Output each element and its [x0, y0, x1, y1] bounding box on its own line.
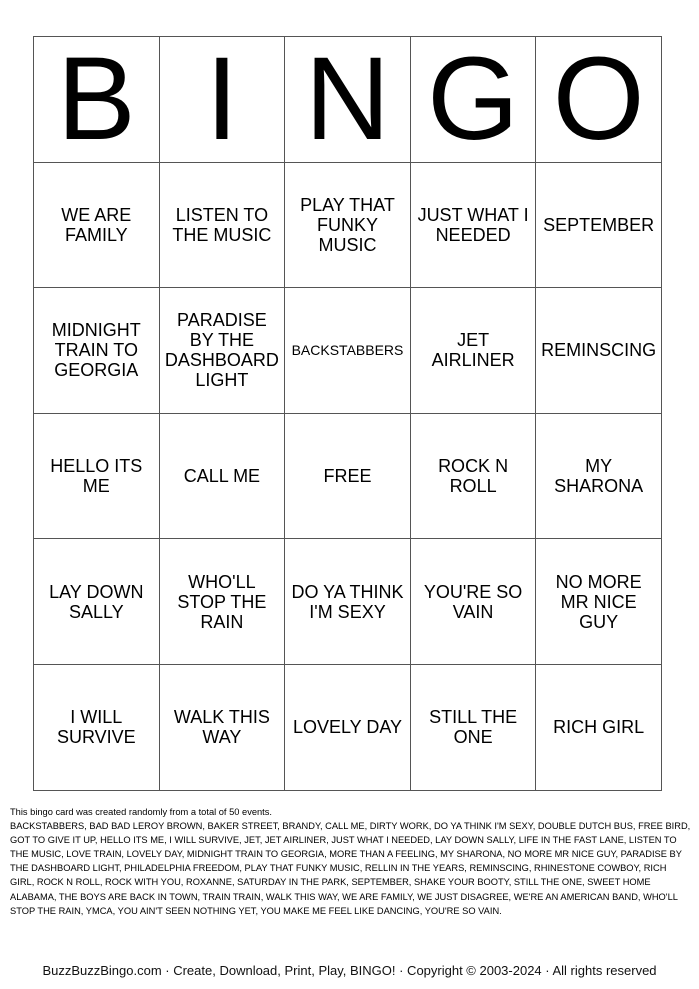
card-cell: NO MORE MR NICE GUY	[536, 539, 662, 665]
card-cell: PARADISE BY THE DASHBOARD LIGHT	[159, 288, 285, 414]
card-cell: LISTEN TO THE MUSIC	[159, 162, 285, 288]
card-cell: SEPTEMBER	[536, 162, 662, 288]
header-letter: O	[536, 37, 662, 163]
card-cell: ROCK N ROLL	[410, 413, 536, 539]
card-cell: RICH GIRL	[536, 664, 662, 790]
card-row	[34, 288, 662, 414]
card-row	[34, 539, 662, 665]
card-cell: DO YA THINK I'M SEXY	[285, 539, 411, 665]
header-row	[34, 37, 662, 163]
card-cell: LAY DOWN SALLY	[34, 539, 160, 665]
bingo-card	[33, 33, 662, 791]
event-description	[10, 805, 692, 918]
card-cell: PLAY THAT FUNKY MUSIC	[285, 162, 411, 288]
card-cell: CALL ME	[159, 413, 285, 539]
header-letter: N	[285, 37, 411, 163]
card-row	[34, 664, 662, 790]
header-letter: B	[34, 37, 160, 163]
card-row	[34, 413, 662, 539]
card-cell: JET AIRLINER	[410, 288, 536, 414]
footer-copyright: BuzzBuzzBingo.com · Create, Download, Print, Play, BINGO! · Copyright © 2003-2024 · All rights reserved	[42, 963, 657, 978]
card-row	[34, 162, 662, 288]
card-cell: WALK THIS WAY	[159, 664, 285, 790]
header-letter: G	[410, 37, 536, 163]
card-cell: MIDNIGHT TRAIN TO GEORGIA	[34, 288, 160, 414]
card-cell: JUST WHAT I NEEDED	[410, 162, 536, 288]
card-cell: MY SHARONA	[536, 413, 662, 539]
card-cell: BACKSTABBERS	[285, 288, 411, 414]
description-intro: This bingo card was created randomly from a total of 50 events.	[10, 807, 272, 817]
free-cell: FREE	[285, 413, 411, 539]
event-list: BACKSTABBERS, BAD BAD LEROY BROWN, BAKER STREET, BRANDY, CALL ME, DIRTY WORK, DO YA THINK I'M SEXY, DOUBLE DUTCH BUS, FREE BIRD, GOT TO GIVE IT UP, HELLO ITS ME, I WILL SURVIVE, JET, JET AIRLINER, JUST WHAT I NEEDED, LAY DOWN SALLY, LIFE IN THE FAST LANE, LISTEN TO THE MUSIC, LOVE TRAIN, LOVELY DAY, MIDNIGHT TRAIN TO GEORGIA, MORE THAN A FEELING, MY SHARONA, NO MORE MR NICE GUY, PARADISE BY THE DASHBOARD LIGHT, PHILADELPHIA FREEDOM, PLAY THAT FUNKY MUSIC, RELLIN IN THE YEARS, REMINSCING, RHINESTONE COWBOY, RICH GIRL, ROCK N ROLL, ROCK WITH YOU, ROXANNE, SATURDAY IN THE PARK, SEPTEMBER, SHAKE YOUR BOOTY, STILL THE ONE, SWEET HOME ALABAMA, THE BOYS ARE BACK IN TOWN, TRAIN TRAIN, WALK THIS WAY, WE ARE FAMILY, WE JUST DISAGREE, WE'RE AN AMERICAN BAND, WHO'LL STOP THE RAIN, YMCA, YOU AIN'T SEEN NOTHING YET, YOU MAKE ME FEEL LIKE DANCING, YOU'RE SO VAIN.	[10, 821, 691, 916]
card-cell: I WILL SURVIVE	[34, 664, 160, 790]
header-letter: I	[159, 37, 285, 163]
card-cell: YOU'RE SO VAIN	[410, 539, 536, 665]
card-cell: LOVELY DAY	[285, 664, 411, 790]
card-cell: REMINSCING	[536, 288, 662, 414]
card-cell: WHO'LL STOP THE RAIN	[159, 539, 285, 665]
card-cell: HELLO ITS ME	[34, 413, 160, 539]
card-cell: STILL THE ONE	[410, 664, 536, 790]
card-cell: WE ARE FAMILY	[34, 162, 160, 288]
